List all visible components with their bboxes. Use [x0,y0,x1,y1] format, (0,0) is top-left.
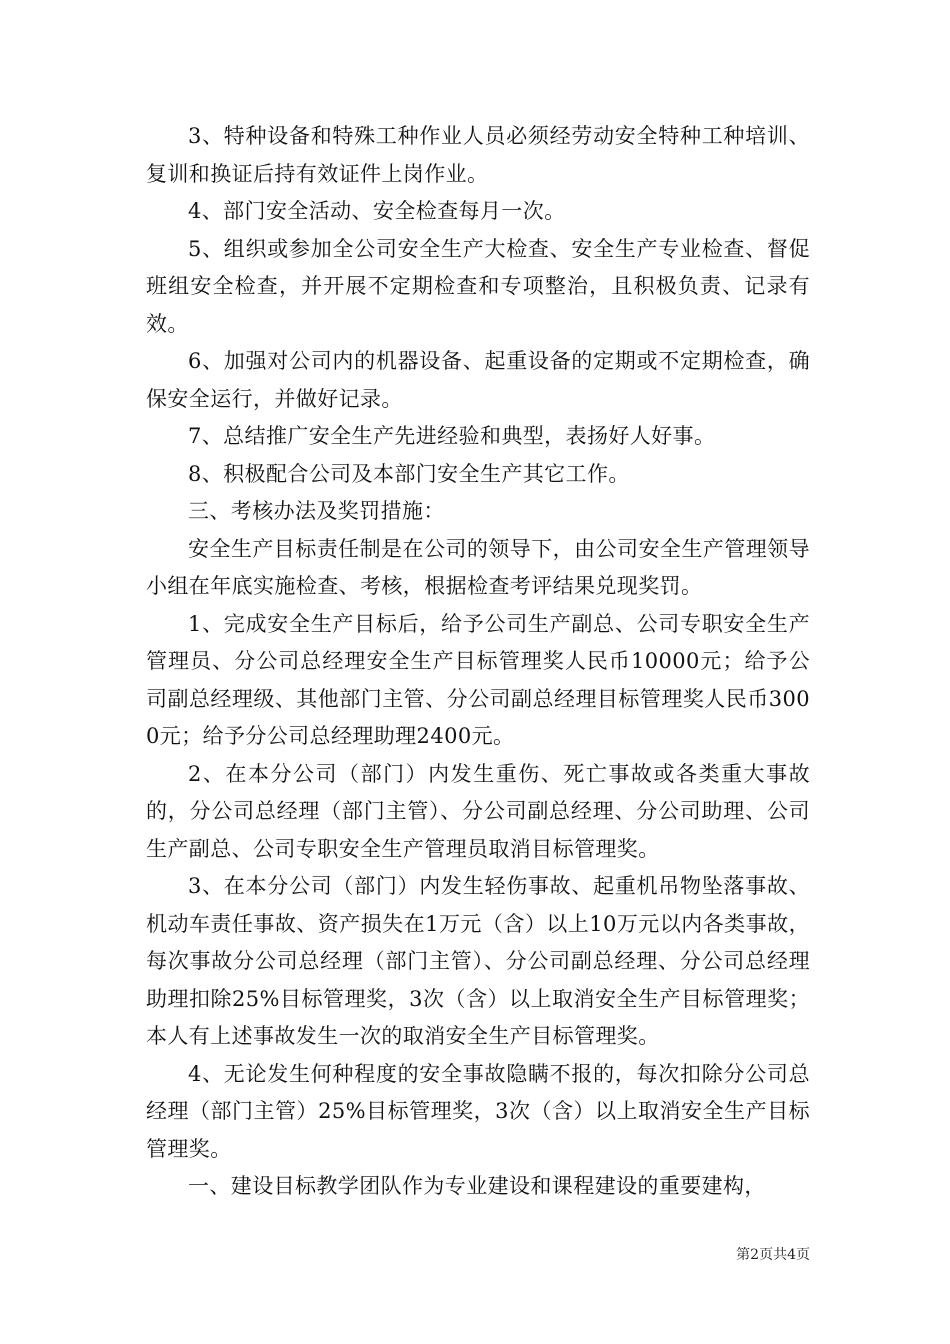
paragraph-item-7: 7、总结推广安全生产先进经验和典型，表扬好人好事。 [188,424,716,448]
section-heading-assessment: 三、考核办法及奖罚措施： [188,499,445,523]
paragraph-item-8: 8、积极配合公司及本部门安全生产其它工作。 [188,461,630,486]
paragraph-item-3: 3、特种设备和特殊工种作业人员必须经劳动安全特种工种培训、复训和换证后持有效证件上岗作业。 [146,124,810,186]
paragraph-assessment-intro: 安全生产目标责任制是在公司的领导下，由公司安全生产管理领导小组在年底实施检查、考核，根据检查考评结果兑现奖罚。 [146,536,810,598]
paragraph-reward-2: 2、在本分公司（部门）内发生重伤、死亡事故或各类重大事故的，分公司总经理（部门主管）、分公司副总经理、分公司助理、公司生产副总、公司专职安全生产管理员取消目标管理奖。 [146,761,810,861]
paragraph-item-5: 5、组织或参加全公司安全生产大检查、安全生产专业检查、督促班组安全检查，并开展不定期检查和专项整治，且积极负责、记录有效。 [146,236,810,336]
paragraph-teaching-team: 一、建设目标教学团队作为专业建设和课程建设的重要建构， [188,1174,766,1198]
paragraph-reward-3: 3、在本分公司（部门）内发生轻伤事故、起重机吊物坠落事故、机动车责任事故、资产损失在1万元（含）以上10万元以内各类事故，每次事故分公司总经理（部门主管）、分公司副总经理、分公司总经理助理扣除25%目标管理奖，3次（含）以上取消安全生产目标管理奖；本人有上述事故发生一次的取消安全生产目标管理奖。 [146,874,810,1048]
paragraph-item-6: 6、加强对公司内的机器设备、起重设备的定期或不定期检查，确保安全运行，并做好记录。 [146,349,810,411]
page-number: 第2页共4页 [736,1247,810,1263]
paragraph-reward-1: 1、完成安全生产目标后，给予公司生产副总、公司专职安全生产管理员、分公司总经理安全生产目标管理奖人民币10000元；给予公司副总经理级、其他部门主管、分公司副总经理目标管理奖人民币3000元；给予分公司总经理助理2400元。 [146,611,810,748]
document-body [146,118,810,1206]
paragraph-reward-4: 4、无论发生何种程度的安全事故隐瞒不报的，每次扣除分公司总经理（部门主管）25%目标管理奖，3次（含）以上取消安全生产目标管理奖。 [146,1061,810,1161]
paragraph-item-4: 4、部门安全活动、安全检查每月一次。 [188,199,566,223]
